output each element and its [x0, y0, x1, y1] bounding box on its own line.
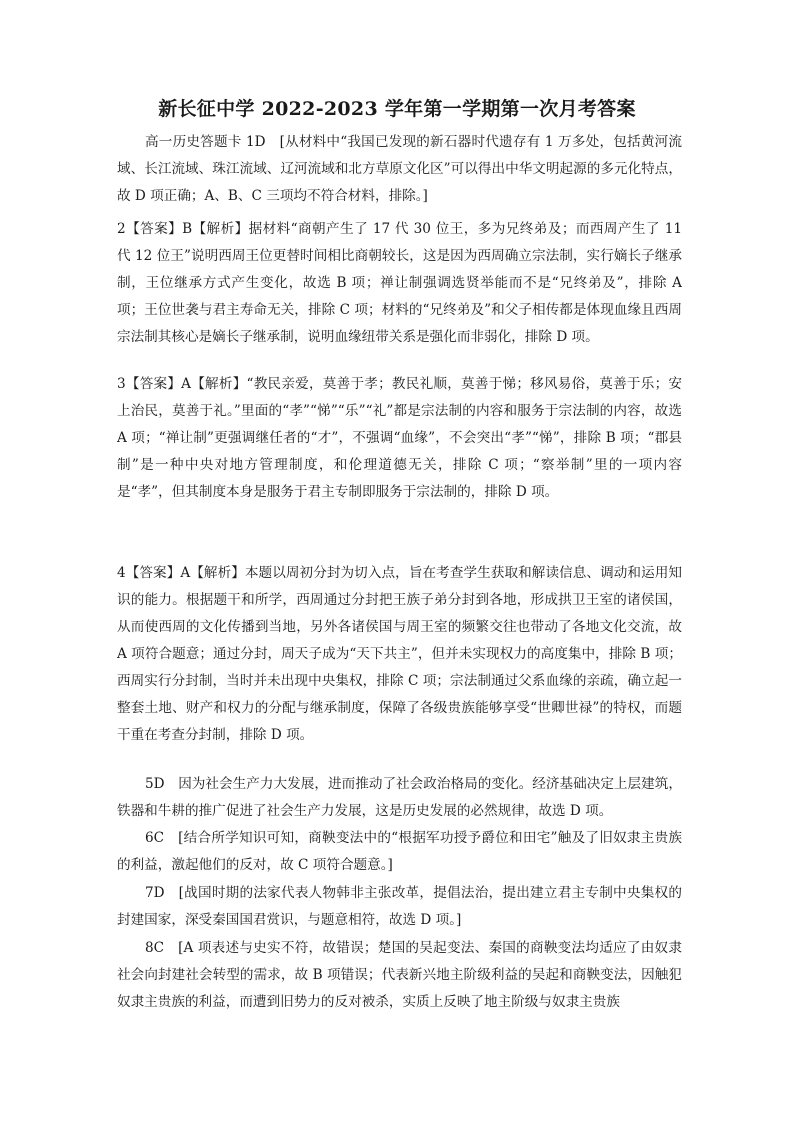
answer-1: 高一历史答题卡 1D [从材料中“我国已发现的新石器时代遗存有 1 万多处，包括黄河流域、长江流域、珠江流域、辽河流域和北方草原文化区”可以得出中华文明起源的多元化特点，故 D 项正确；A、B、C 三项均不符合材料，排除。]	[117, 134, 682, 204]
answer-7: 7D [战国时期的法家代表人物韩非主张改革，提倡法治，提出建立君主专制中央集权的封建国家，深受秦国国君赏识，与题意相符，故选 D 项。]	[117, 885, 682, 928]
answer-3: 3【答案】A【解析】“教民亲爱，莫善于孝；教民礼顺，莫善于悌；移风易俗，莫善于乐；安上治民，莫善于礼。”里面的“孝”“悌”“乐”“礼”都是宗法制的内容和服务于宗法制的内容，故选 A 项；“禅让制”更强调继任者的“才”，不强调“血缘”，不会突出“孝”“悌”，排除 B 项；“郡县制”是一种中央对地方管理制度，和伦理道德无关，排除 C 项；“察举制”里的一项内容是“孝”，但其制度本身是服务于君主专制即服务于宗法制的，排除 D 项。	[117, 376, 682, 500]
answer-2: 2【答案】B【解析】据材料“商朝产生了 17 代 30 位王，多为兄终弟及；而西周产生了 11 代 12 位王”说明西周王位更替时间相比商朝较长，这是因为西周确立宗法制，实行嫡长子继承制，王位继承方式产生变化，故选 B 项；禅让制强调选贤举能而不是“兄终弟及”，排除 A 项；王位世袭与君主寿命无关，排除 C 项；材料的“兄终弟及”和父子相传都是体现血缘且西周宗法制其核心是嫡长子继承制，说明血缘纽带关系是强化而非弱化，排除 D 项。	[117, 221, 682, 345]
answer-5: 5D 因为社会生产力大发展，进而推动了社会政治格局的变化。经济基础决定上层建筑，铁器和牛耕的推广促进了社会生产力发展，这是历史发展的必然规律，故选 D 项。	[117, 776, 682, 819]
answer-8: 8C [A 项表述与史实不符，故错误；楚国的吴起变法、秦国的商鞅变法均适应了由奴隶社会向封建社会转型的需求，故 B 项错误；代表新兴地主阶级利益的吴起和商鞅变法，因触犯奴隶主贵族的利益，而遭到旧势力的反对被杀，实质上反映了地主阶级与奴隶主贵族	[117, 940, 682, 1010]
answer-6: 6C [结合所学知识可知，商鞅变法中的“根据军功授予爵位和田宅”触及了旧奴隶主贵族的利益，激起他们的反对，故 C 项符合题意。]	[117, 830, 682, 873]
page-title: 新长征中学 2022-2023 学年第一学期第一次月考答案	[158, 98, 636, 120]
answer-4: 4【答案】A【解析】本题以周初分封为切入点，旨在考查学生获取和解读信息、调动和运用知识的能力。根据题干和所学，西周通过分封把王族子弟分封到各地，形成拱卫王室的诸侯国，从而使西周的文化传播到当地，另外各诸侯国与周王室的频繁交往也带动了各地文化交流，故 A 项符合题意；通过分封，周天子成为“天下共主”，但并未实现权力的高度集中，排除 B 项；西周实行分封制，当时并未出现中央集权，排除 C 项；宗法制通过父系血缘的亲疏，确立起一整套土地、财产和权力的分配与继承制度，保障了各级贵族能够享受“世卿世禄”的特权，而题干重在考查分封制，排除 D 项。	[117, 565, 682, 743]
